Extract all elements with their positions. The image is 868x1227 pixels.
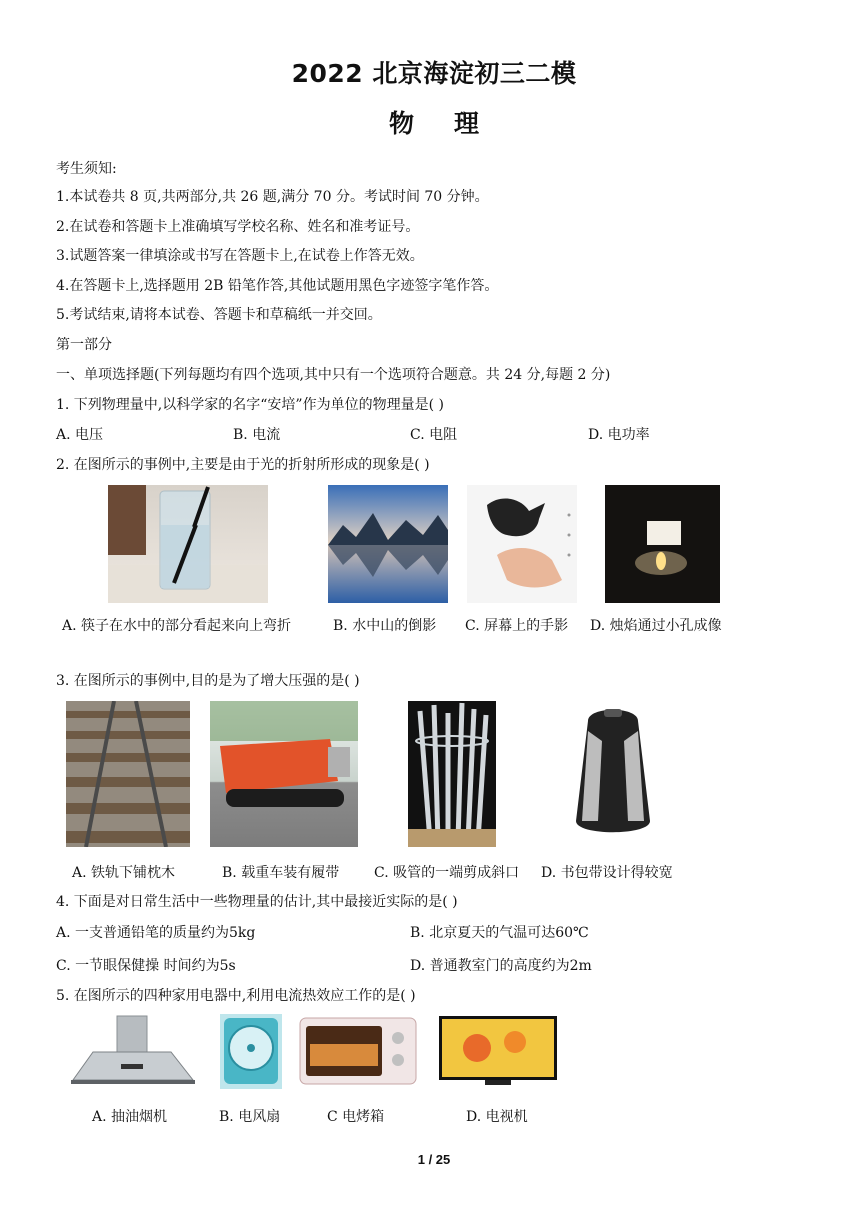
railway-sleepers-photo bbox=[66, 701, 190, 847]
page-title: 2022 北京海淀初三二模 bbox=[291, 59, 577, 88]
notice-item: 4.在答题卡上,选择题用 2B 铅笔作答,其他试题用黑色字迹签字笔作答。 bbox=[56, 278, 499, 294]
backpack-photo bbox=[558, 701, 668, 847]
q3-option-a: A. 铁轨下铺枕木 bbox=[72, 865, 176, 881]
notice-heading: 考生须知: bbox=[56, 161, 117, 177]
section-heading: 一、单项选择题(下列每题均有四个选项,其中只有一个选项符合题意。共 24 分,每题 2 分) bbox=[56, 367, 611, 383]
q5-option-c: C 电烤箱 bbox=[327, 1109, 385, 1125]
straws-photo bbox=[408, 701, 496, 847]
q2-option-d: D. 烛焰通过小孔成像 bbox=[590, 618, 722, 634]
pinhole-candle-photo bbox=[605, 485, 720, 603]
q5-option-d: D. 电视机 bbox=[466, 1109, 528, 1125]
q1-option-b: B. 电流 bbox=[233, 427, 281, 443]
hand-shadow-photo bbox=[467, 485, 577, 603]
q4-option-d: D. 普通教室门的高度约为2m bbox=[410, 958, 592, 974]
mountain-reflection-photo bbox=[328, 485, 448, 603]
question-5-stem: 5. 在图所示的四种家用电器中,利用电流热效应工作的是( ) bbox=[56, 988, 416, 1004]
tracked-truck-photo bbox=[210, 701, 358, 847]
page-number: 1 / 25 bbox=[417, 1152, 451, 1167]
q4-option-a: A. 一支普通铅笔的质量约为5kg bbox=[56, 925, 256, 941]
q4-option-b: B. 北京夏天的气温可达60℃ bbox=[410, 925, 589, 941]
electric-fan-photo bbox=[220, 1014, 282, 1089]
q5-option-a: A. 抽油烟机 bbox=[92, 1109, 168, 1125]
q3-option-b: B. 载重车装有履带 bbox=[222, 865, 340, 881]
q1-option-c: C. 电阻 bbox=[410, 427, 458, 443]
notice-item: 3.试题答案一律填涂或书写在答题卡上,在试卷上作答无效。 bbox=[56, 248, 424, 264]
q2-option-c: C. 屏幕上的手影 bbox=[465, 618, 569, 634]
notice-item: 5.考试结束,请将本试卷、答题卡和草稿纸一并交回。 bbox=[56, 307, 382, 323]
television-photo bbox=[437, 1014, 559, 1089]
electric-oven-photo bbox=[298, 1014, 418, 1089]
q1-option-a: A. 电压 bbox=[56, 427, 104, 443]
q3-option-c: C. 吸管的一端剪成斜口 bbox=[374, 865, 520, 881]
question-2-stem: 2. 在图所示的事例中,主要是由于光的折射所形成的现象是( ) bbox=[56, 457, 430, 473]
question-4-stem: 4. 下面是对日常生活中一些物理量的估计,其中最接近实际的是( ) bbox=[56, 894, 458, 910]
q3-option-d: D. 书包带设计得较宽 bbox=[541, 865, 673, 881]
subject-title: 物理 bbox=[388, 109, 519, 138]
question-3-stem: 3. 在图所示的事例中,目的是为了增大压强的是( ) bbox=[56, 673, 360, 689]
q2-option-a: A. 筷子在水中的部分看起来向上弯折 bbox=[62, 618, 292, 634]
range-hood-photo bbox=[65, 1014, 200, 1089]
question-1-stem: 1. 下列物理量中,以科学家的名字“安培”作为单位的物理量是( ) bbox=[56, 397, 444, 413]
q5-option-b: B. 电风扇 bbox=[219, 1109, 281, 1125]
notice-item: 2.在试卷和答题卡上准确填写学校名称、姓名和准考证号。 bbox=[56, 219, 420, 235]
q4-option-c: C. 一节眼保健操 时间约为5s bbox=[56, 958, 236, 974]
q2-option-b: B. 水中山的倒影 bbox=[333, 618, 437, 634]
part-heading: 第一部分 bbox=[56, 337, 112, 353]
q1-option-d: D. 电功率 bbox=[588, 427, 650, 443]
notice-item: 1.本试卷共 8 页,共两部分,共 26 题,满分 70 分。考试时间 70 分钟。 bbox=[56, 189, 489, 205]
chopsticks-in-water-photo bbox=[108, 485, 268, 603]
